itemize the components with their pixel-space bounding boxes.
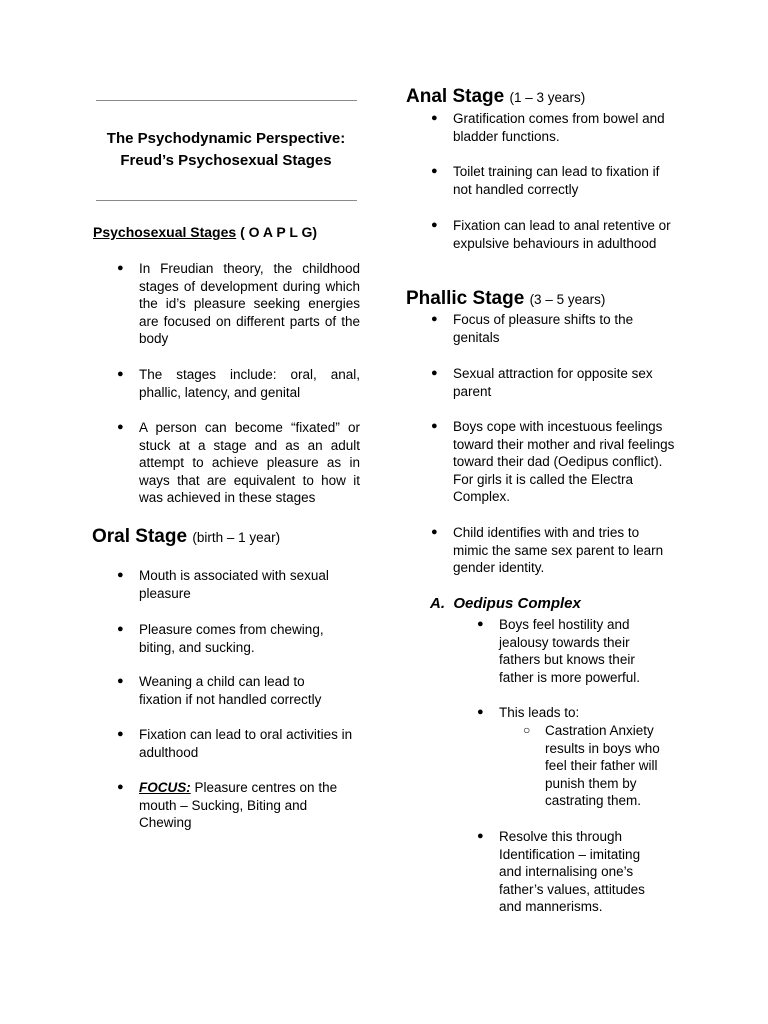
bullet-icon: ● xyxy=(117,675,124,687)
list-item: ● A person can become “fixated” or stuck at a stage and as an adult attempt to achieve pleasure as in ways that are equivalent to how it was achieved in these stages xyxy=(117,420,360,506)
phallic-stage-range: (3 – 5 years) xyxy=(529,292,606,307)
list-item: ● Sexual attraction for opposite sex parent xyxy=(431,366,653,399)
bullet-icon: ● xyxy=(431,420,438,432)
phallic-bullet-4 xyxy=(431,524,678,577)
list-item: ● Child identifies with and tries to mimic the same sex parent to learn gender identity. xyxy=(431,525,664,576)
list-item: ● This leads to: xyxy=(477,705,580,720)
list-item: ● Pleasure comes from chewing, biting, and sucking. xyxy=(117,622,324,655)
document-title xyxy=(92,128,360,172)
oral-bullet-1 xyxy=(117,567,360,602)
bullet-icon: ● xyxy=(117,623,124,635)
oedipus-bullet-3 xyxy=(477,828,659,916)
bullet-icon: ● xyxy=(477,830,484,842)
oral-bullet-3 xyxy=(117,673,344,708)
oral-focus-bullet xyxy=(117,779,360,832)
oedipus-bullet-1 xyxy=(477,616,659,686)
bullet-icon: ● xyxy=(431,219,438,231)
title-line-2: Freud’s Psychosexual Stages xyxy=(120,152,332,169)
phallic-bullet-2 xyxy=(431,365,673,400)
phallic-bullet-1 xyxy=(431,311,673,346)
list-item: ● Gratification comes from bowel and bladder functions. xyxy=(431,111,665,144)
oral-bullet-2 xyxy=(117,621,360,656)
bullet-icon: ● xyxy=(431,165,438,177)
psychosexual-stages-heading xyxy=(93,224,317,242)
intro-bullet-list xyxy=(117,260,360,348)
bullet-icon: ● xyxy=(477,618,484,630)
list-item: ● The stages include: oral, anal, phallic, latency, and genital xyxy=(117,367,360,400)
list-item xyxy=(117,779,360,832)
list-item: ● Fixation can lead to anal retentive or expulsive behaviours in adulthood xyxy=(431,218,671,251)
bullet-icon: ● xyxy=(117,781,124,793)
list-item: ● Fixation can lead to oral activities in adulthood xyxy=(117,727,353,760)
bullet-icon: ● xyxy=(117,421,124,433)
anal-bullet-2 xyxy=(431,163,673,198)
list-item: ● Boys cope with incestuous feelings toward their mother and rival feelings toward their dad (Oedipus conflict). For girls it is called the Electra Complex. xyxy=(431,419,675,505)
list-item: ● Weaning a child can lead to fixation if not handled correctly xyxy=(117,674,322,707)
list-item: ● In Freudian theory, the childhood stages of development during which the id’s pleasure seeking energies are focused on different parts of the body xyxy=(117,261,360,347)
bullet-icon: ● xyxy=(431,313,438,325)
intro-bullet-list-3 xyxy=(117,419,360,507)
list-item: ● Focus of pleasure shifts to the genitals xyxy=(431,312,634,345)
bullet-icon: ● xyxy=(431,112,438,124)
subhead-suffix: ( O A P L G) xyxy=(236,224,318,240)
bullet-icon: ● xyxy=(117,569,124,581)
title-top-rule xyxy=(96,100,357,101)
oral-stage-range: (birth – 1 year) xyxy=(192,530,281,545)
intro-bullet-list-2 xyxy=(117,366,360,401)
title-bottom-rule xyxy=(96,200,357,201)
focus-text: Pleasure centres on the mouth – Sucking, Biting and Chewing xyxy=(139,780,338,831)
bullet-icon: ● xyxy=(117,728,124,740)
anal-bullet-1 xyxy=(431,110,673,145)
title-line-1: The Psychodynamic Perspective: xyxy=(106,130,346,147)
bullet-icon: ● xyxy=(117,262,124,274)
oedipus-bullet-2 xyxy=(477,704,659,722)
subhead-label: Psychosexual Stages xyxy=(93,224,237,240)
list-item: ● Boys feel hostility and jealousy towards their fathers but knows their father is more powerful. xyxy=(477,617,641,685)
circle-bullet-icon: ○ xyxy=(523,723,531,737)
oral-bullet-4 xyxy=(117,726,360,761)
list-item: ○ Castration Anxiety results in boys who feel their father will punish them by castrating them. xyxy=(523,723,660,809)
anal-bullet-3 xyxy=(431,217,673,252)
focus-label: FOCUS: xyxy=(139,780,191,795)
list-item: ● Mouth is associated with sexual pleasure xyxy=(117,568,329,601)
oedipus-letter: A. xyxy=(430,595,445,612)
bullet-icon: ● xyxy=(117,368,124,380)
oedipus-sub-bullet xyxy=(523,722,673,810)
list-item: ● Resolve this through Identification – imitating and internalising one’s father’s values, attitudes and mannerisms. xyxy=(477,829,645,915)
list-item: ● Toilet training can lead to fixation if not handled correctly xyxy=(431,164,660,197)
bullet-icon: ● xyxy=(431,526,438,538)
oedipus-complex-heading: A. Oedipus Complex xyxy=(430,595,581,612)
bullet-icon: ● xyxy=(477,706,484,718)
anal-stage-heading: Anal Stage (1 – 3 years) xyxy=(406,86,586,107)
bullet-icon: ● xyxy=(431,367,438,379)
anal-stage-range: (1 – 3 years) xyxy=(509,90,586,105)
phallic-stage-heading: Phallic Stage (3 – 5 years) xyxy=(406,288,606,309)
phallic-bullet-3 xyxy=(431,418,678,506)
oral-stage-heading: Oral Stage (birth – 1 year) xyxy=(92,526,281,547)
